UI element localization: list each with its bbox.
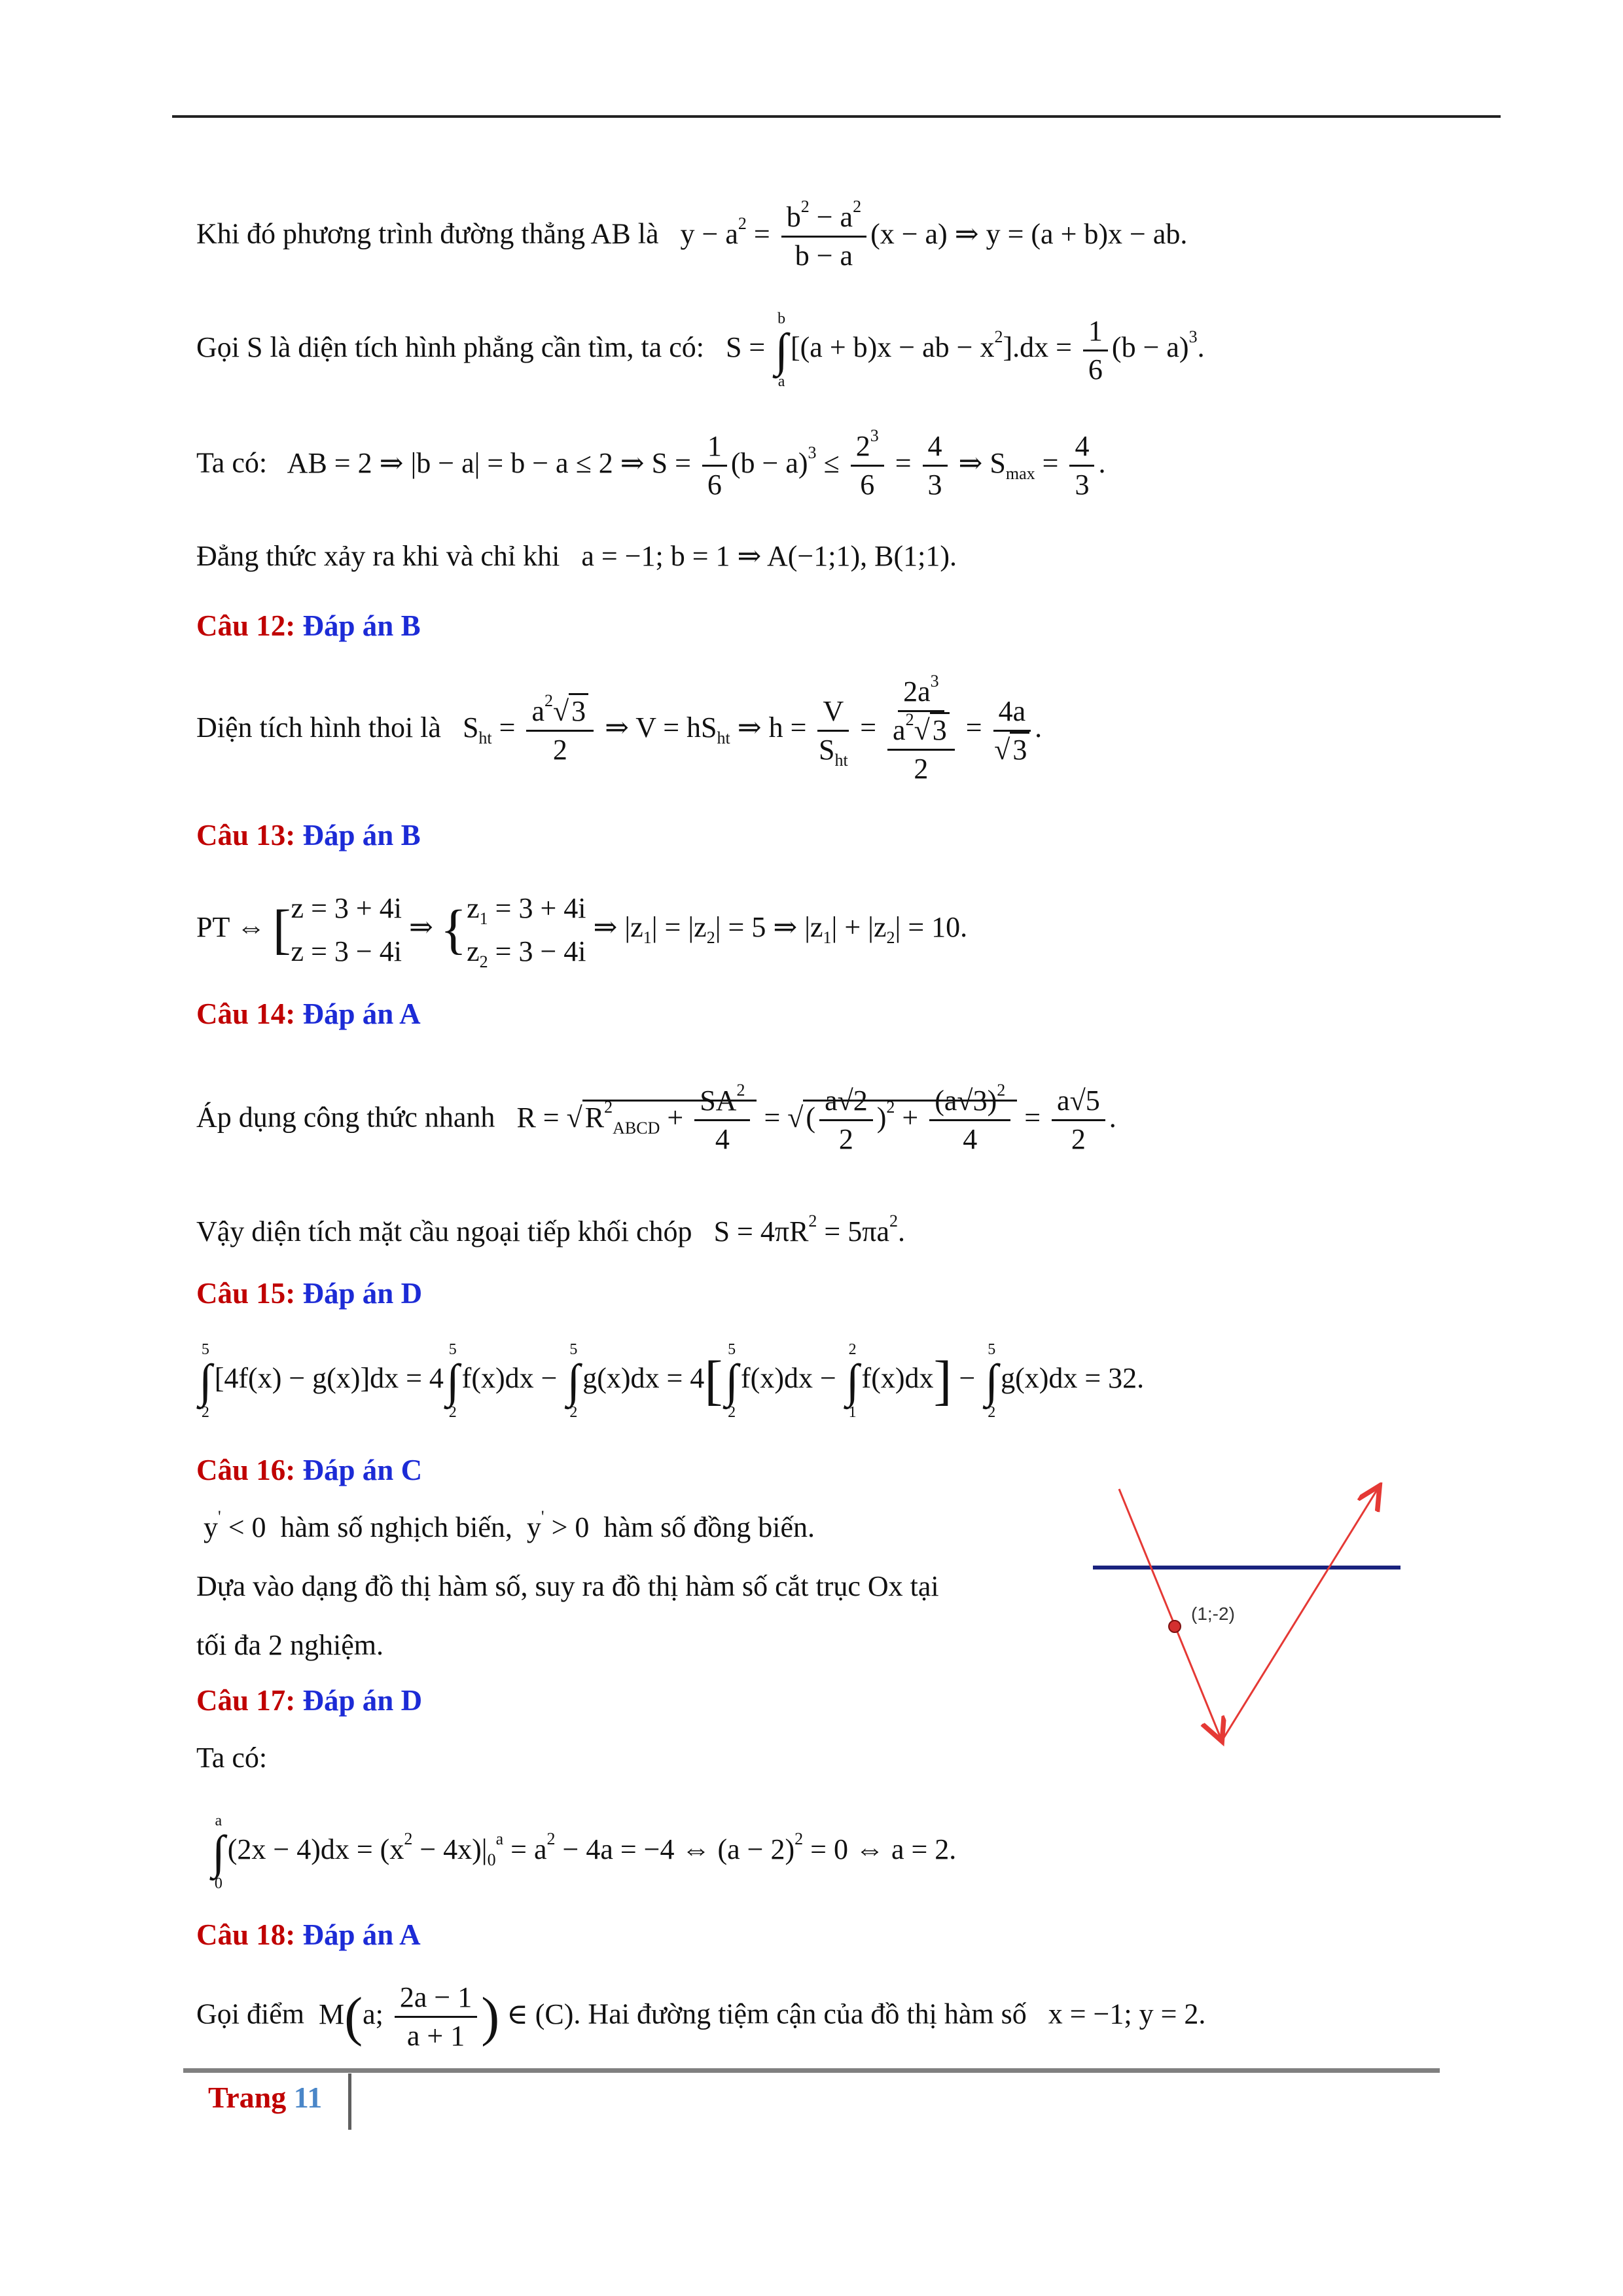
heading-cau-12: Câu 12: Đáp án B bbox=[196, 609, 421, 642]
v-graph-figure bbox=[1093, 1482, 1407, 1777]
text-ab-line: Khi đó phương trình đường thẳng AB là bbox=[196, 217, 659, 250]
line-q16-1: y' < 0 hàm số nghịch biến, y' > 0 hàm số đồng biến. bbox=[196, 1507, 815, 1543]
line-q17-1 bbox=[196, 1744, 267, 1772]
point-marker bbox=[1169, 1621, 1181, 1632]
line-ab-equation bbox=[196, 197, 1188, 272]
text-q16-increasing: hàm số đồng biến. bbox=[603, 1511, 815, 1543]
text-q14-sphere: Vậy diện tích mặt cầu ngoại tiếp khối chóp bbox=[196, 1215, 692, 1247]
header-rule bbox=[172, 115, 1501, 118]
text-q18-point: Gọi điểm bbox=[196, 1998, 304, 2030]
page-number: Trang 11 bbox=[208, 2081, 323, 2114]
heading-cau-15: Câu 15: Đáp án D bbox=[196, 1277, 423, 1310]
text-q18-asymptote: . Hai đường tiệm cận của đồ thị hàm số bbox=[573, 1998, 1027, 2030]
math-q17: a ∫ 0 $(2x - 4)dx = (x^2 - 4x)|_0^a = a^2 - 4a = -4$ ⇔ $(a - 2)^2 = 0$ ⇔ a = 2. bbox=[212, 1812, 957, 1892]
heading-cau-17: Câu 17: Đáp án D bbox=[196, 1684, 423, 1717]
math-q18-asymptote: x = −1; y = 2. bbox=[1033, 1998, 1206, 2030]
point-label: (1;-2) bbox=[1191, 1604, 1235, 1624]
math-q14: $R = √R^2_{ABCD}$ + $\frac{SA^2}{4}$ = √( $\frac{a√2}{2}$ )$^2$ + $\frac{(a√3)^2}{4}$ = $\frac{a√5}{2}$ . bbox=[502, 1081, 1116, 1155]
text-q16-graph: Dựa vào dạng đồ thị hàm số, suy ra đồ thị hàm số cắt trục Ox tại bbox=[196, 1570, 939, 1602]
right-branch-line bbox=[1224, 1489, 1378, 1738]
line-q14 bbox=[196, 1081, 1116, 1155]
math-q18-point: M(a; $\frac{2a - 1}{a + 1}$ ) ∈ (C) bbox=[311, 1981, 574, 2052]
heading-cau-18: Câu 18: Đáp án A bbox=[196, 1918, 421, 1951]
line-q16-2 bbox=[196, 1572, 939, 1601]
line-q18 bbox=[196, 1983, 1205, 2051]
math-smax: AB = 2 ⇒ |b − a| = b − a ≤ 2 ⇒ S = $\frac{1}{6}$ $(b - a)^3$ ≤ $\frac{2^3}{6}$ = $\frac{4}{3}$ ⇒ $S_{max}$ = $\frac{4}{3}$ . bbox=[274, 426, 1106, 501]
text-q13: PT bbox=[196, 911, 230, 944]
line-equality bbox=[196, 542, 957, 571]
heading-cau-16: Câu 16: Đáp án C bbox=[196, 1454, 423, 1486]
line-ta-co-ab bbox=[196, 426, 1106, 501]
line-q16-3 bbox=[196, 1631, 383, 1660]
math-q14-sphere: $S = 4\pi R^2 = 5\pi a^2$. bbox=[699, 1211, 905, 1247]
math-q13: ⇔ [ z = 3 + 4i z = 3 − 4i ⇒ { $z_1 = 3 + 4i$ $z_2 = 3 - 4i$ ⇒ $|z_1| = |z_2| = 5$ ⇒ $|z_1| + |z_2| = 10$. bbox=[236, 892, 968, 971]
math-q12: $S_{ht}$ = $\frac{a^2√3}{2}$ ⇒ $V = hS_{ht}$ ⇒ h = $\frac{V}{S_{ht}}$ = $\frac{2a^3}{\frac{a^2√3}{2}}$ = $\frac{4a}{√3}$ . bbox=[448, 672, 1043, 785]
footer-rule bbox=[183, 2068, 1440, 2073]
line-q12 bbox=[196, 672, 1043, 785]
line-q13 bbox=[196, 887, 967, 973]
text-q12: Diện tích hình thoi là bbox=[196, 711, 441, 744]
text-q14: Áp dụng công thức nhanh bbox=[196, 1101, 495, 1134]
line-q17-2 bbox=[209, 1813, 956, 1892]
math-area-s: S = b ∫ a [(a + b)x − ab − $x^2].dx$ = $\frac{1}{6}$ $(b - a)^3$. bbox=[711, 310, 1205, 390]
line-q15 bbox=[196, 1342, 1144, 1420]
math-q15: 5 ∫ 2 [4f(x) − g(x)]dx = 4 5 ∫ 2 f(x)dx − 5 ∫ 2 g(x)dx = 4[ 5 ∫ 2 f(x)dx − 2 ∫ 1 f(x)dx] − 5 ∫ 2 g(x)dx = 32. bbox=[199, 1341, 1145, 1421]
math-ab-line: $y - a^2$ = $\frac{b^2 - a^2}{b - a}$ (x − a) ⇒ y = (a + b)x − ab. bbox=[666, 197, 1188, 272]
footer-bar bbox=[348, 2073, 351, 2130]
math-equality: a = −1; b = 1 ⇒ A(−1;1), B(1;1). bbox=[567, 540, 957, 572]
line-area-s bbox=[196, 311, 1205, 389]
text-area-s: Gọi S là diện tích hình phẳng cần tìm, ta có: bbox=[196, 331, 704, 364]
text-q16-decreasing: hàm số nghịch biến, bbox=[280, 1511, 512, 1543]
text-q16-roots: tối đa 2 nghiệm. bbox=[196, 1629, 383, 1661]
heading-cau-14: Câu 14: Đáp án A bbox=[196, 997, 421, 1030]
text-q17: Ta có: bbox=[196, 1742, 268, 1774]
text-ta-co: Ta có: bbox=[196, 446, 268, 479]
text-equality: Đẳng thức xảy ra khi và chỉ khi bbox=[196, 540, 560, 572]
heading-cau-13: Câu 13: Đáp án B bbox=[196, 819, 421, 852]
line-q14-sphere bbox=[196, 1211, 905, 1247]
